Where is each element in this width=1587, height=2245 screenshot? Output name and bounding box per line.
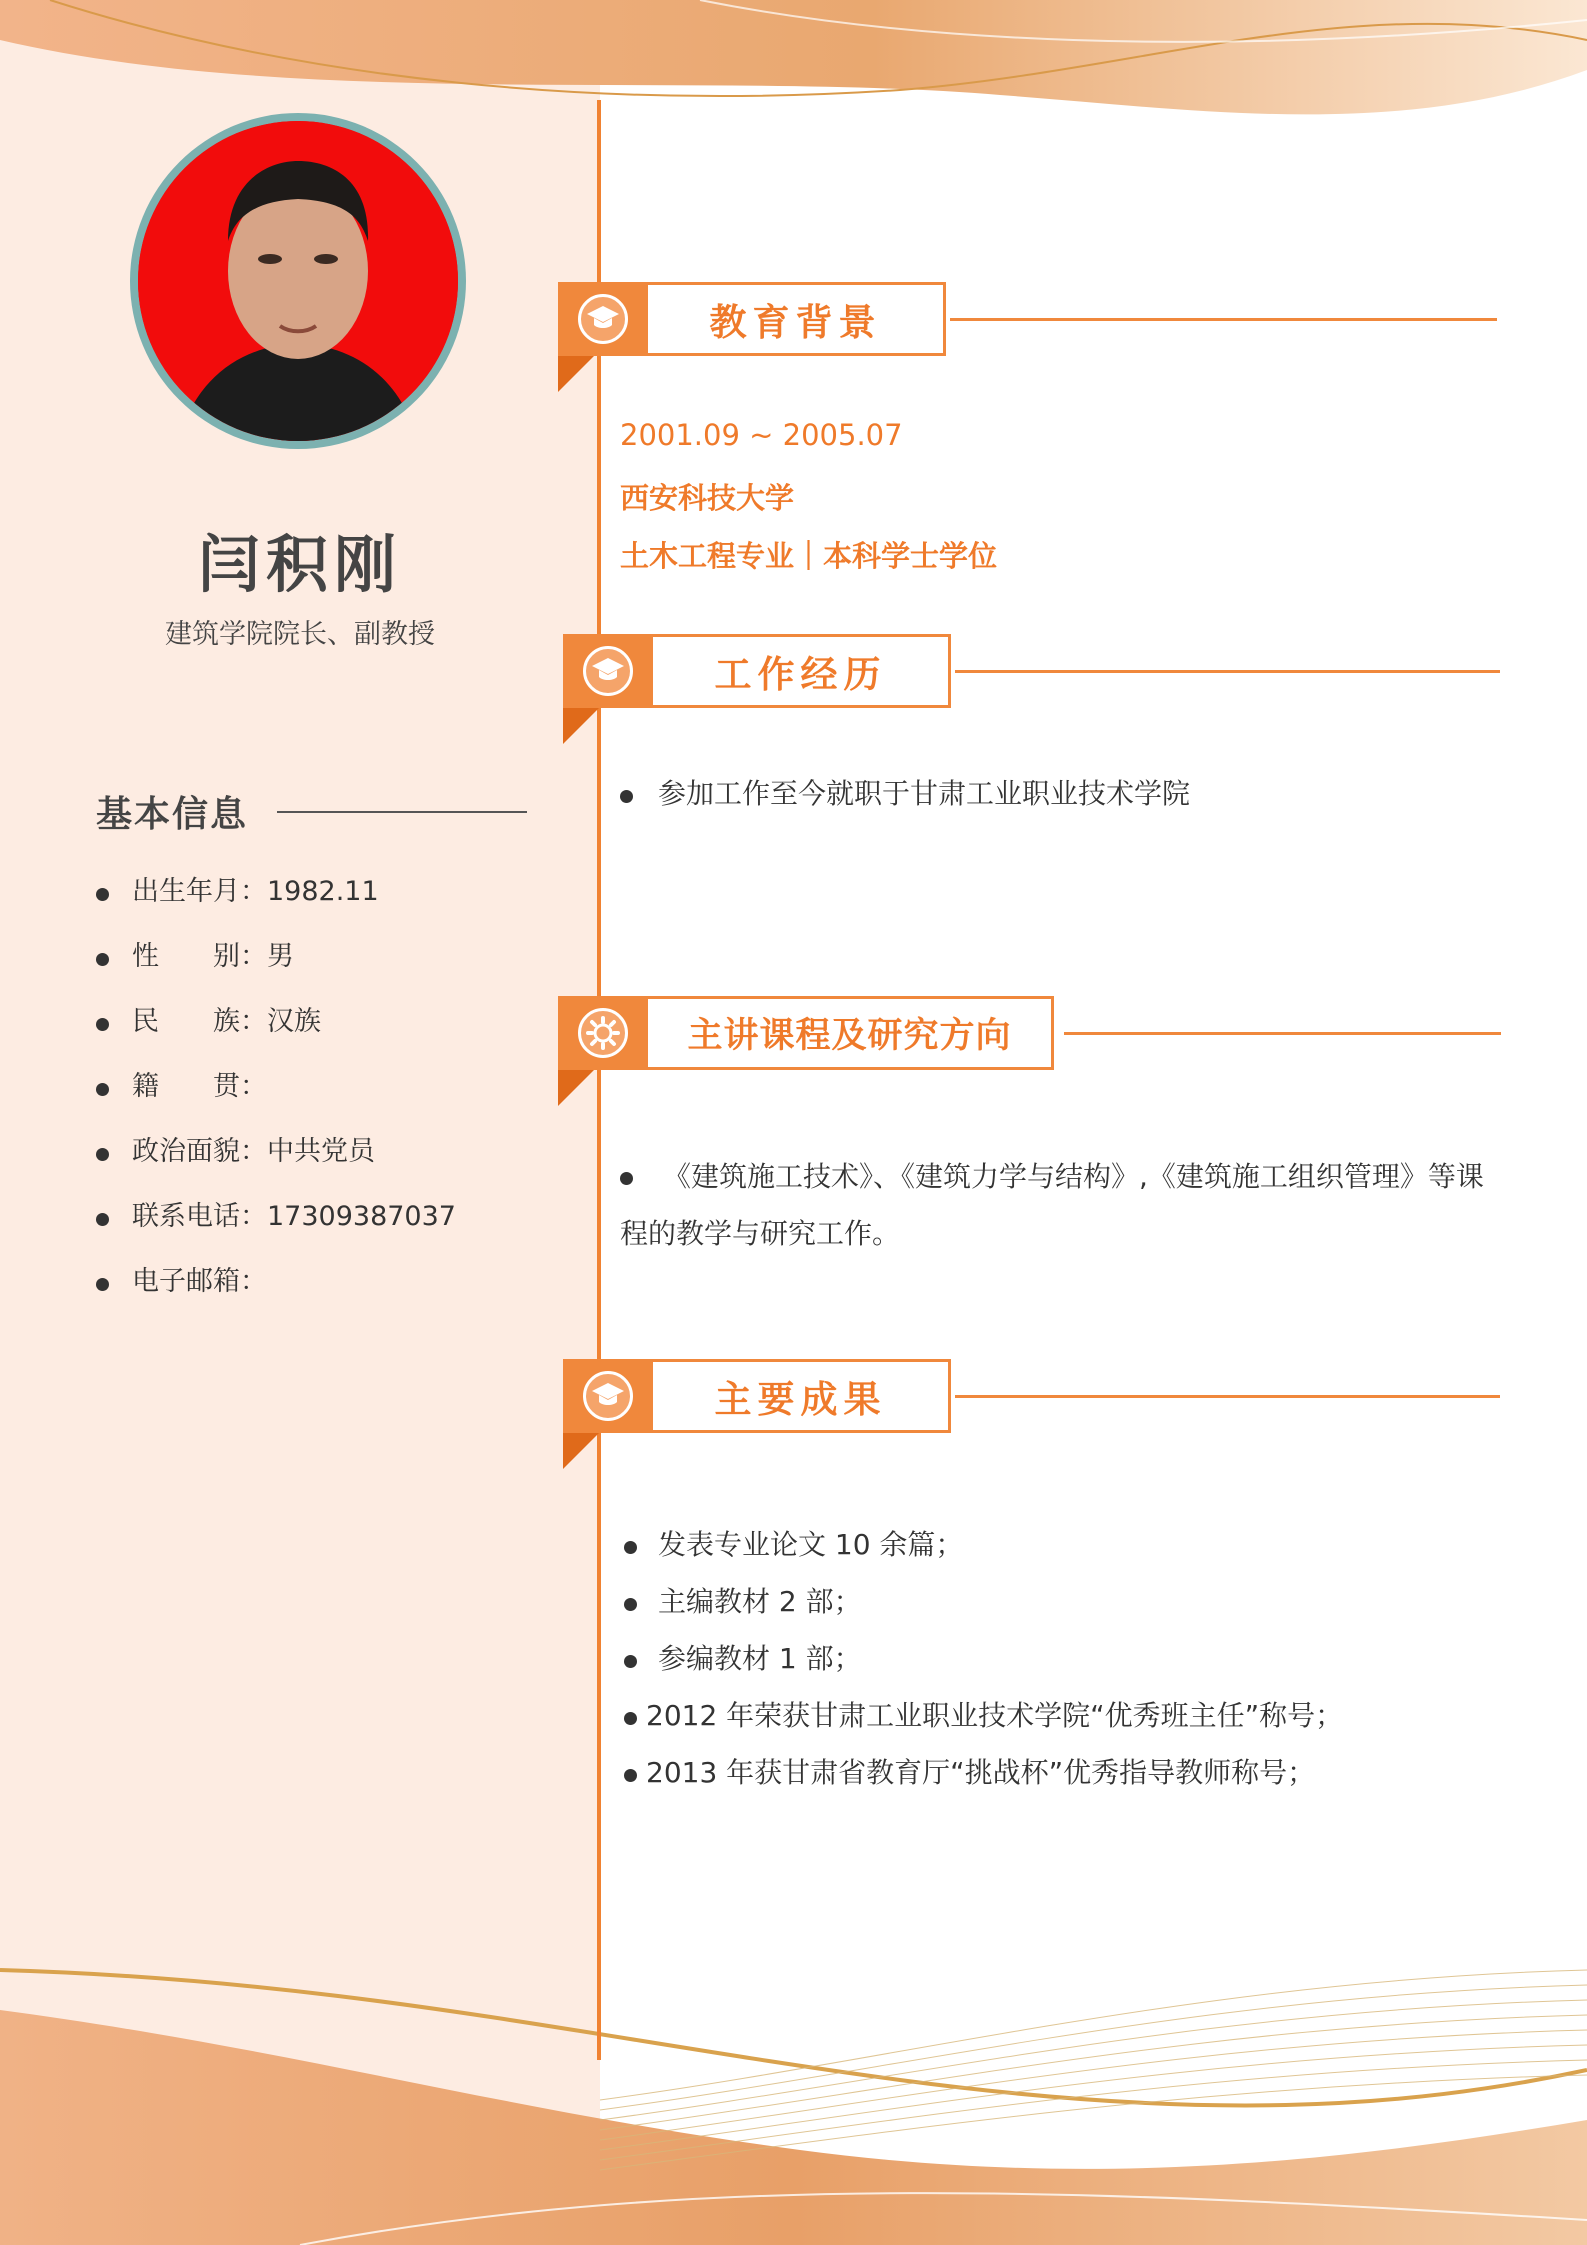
graduation-cap-icon xyxy=(590,654,626,684)
courses-rule xyxy=(1064,1032,1501,1035)
info-birth: 出生年月：1982.11 xyxy=(96,872,456,937)
timeline-line xyxy=(597,100,601,2060)
work-rule xyxy=(955,670,1500,673)
info-political: 政治面貌：中共党员 xyxy=(96,1132,456,1197)
education-heading: 教育背景 xyxy=(648,282,946,356)
achievement-item: 参编教材 1 部； xyxy=(624,1639,1343,1696)
education-date: 2001.09 ~ 2005.07 xyxy=(620,418,903,452)
graduation-cap-icon xyxy=(590,1379,626,1409)
graduation-cap-icon xyxy=(585,302,621,332)
avatar xyxy=(130,113,466,449)
bullet-dot xyxy=(620,1172,633,1185)
basic-info-divider xyxy=(277,811,527,813)
info-gender: 性 别：男 xyxy=(96,937,456,1002)
courses-icon-box xyxy=(558,996,648,1070)
info-phone: 联系电话：17309387037 xyxy=(96,1197,456,1262)
education-school: 西安科技大学 xyxy=(620,481,795,515)
gear-icon xyxy=(585,1015,621,1051)
achievements-heading: 主要成果 xyxy=(653,1359,951,1433)
section-fold-corner xyxy=(563,1433,599,1469)
achievements-list xyxy=(624,1525,1343,1810)
info-ethnicity: 民 族：汉族 xyxy=(96,1002,456,1067)
courses-description: 《建筑施工技术》、《建筑力学与结构》,《建筑施工组织管理》等课程的教学与研究工作。 xyxy=(620,1160,1484,1250)
work-icon-box xyxy=(563,634,653,708)
info-hometown: 籍 贯： xyxy=(96,1067,456,1132)
achievement-item: 2013 年获甘肃省教育厅“挑战杯”优秀指导教师称号； xyxy=(624,1753,1343,1810)
education-major: 土木工程专业｜本科学士学位 xyxy=(620,539,998,573)
achievement-item: 主编教材 2 部； xyxy=(624,1582,1343,1639)
courses-text xyxy=(620,1148,1490,1262)
portrait-photo xyxy=(138,121,458,441)
section-fold-corner xyxy=(563,708,599,744)
person-name: 闫积刚 xyxy=(197,528,402,601)
basic-info-heading: 基本信息 xyxy=(96,794,249,835)
achievement-item: 2012 年荣获甘肃工业职业技术学院“优秀班主任”称号； xyxy=(624,1696,1343,1753)
achievements-icon-box xyxy=(563,1359,653,1433)
courses-heading: 主讲课程及研究方向 xyxy=(648,996,1054,1070)
education-rule xyxy=(950,318,1497,321)
education-icon-box xyxy=(558,282,648,356)
section-fold-corner xyxy=(558,356,594,392)
info-email: 电子邮箱： xyxy=(96,1262,456,1327)
achievement-item: 发表专业论文 10 余篇； xyxy=(624,1525,1343,1582)
section-fold-corner xyxy=(558,1070,594,1106)
work-item: 参加工作至今就职于甘肃工业职业技术学院 xyxy=(620,774,1190,814)
person-title: 建筑学院院长、副教授 xyxy=(165,619,435,650)
basic-info-list xyxy=(96,872,456,1327)
work-heading: 工作经历 xyxy=(653,634,951,708)
achievements-rule xyxy=(955,1395,1500,1398)
